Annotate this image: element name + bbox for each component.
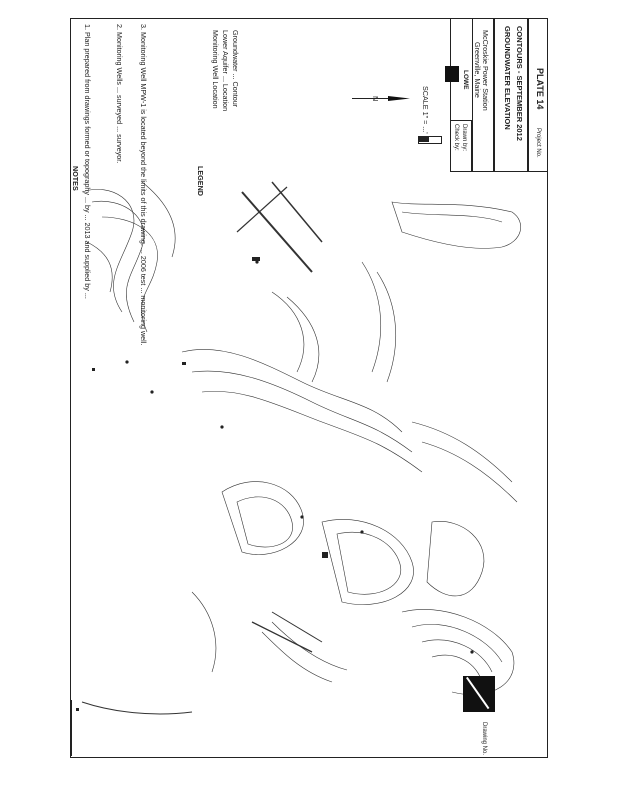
- drawn-by-label: Drawn by:: [461, 124, 467, 152]
- notes-heading: NOTES: [71, 166, 80, 191]
- north-label: N: [371, 96, 380, 102]
- scale-label: SCALE 1" = ...': [421, 86, 430, 134]
- contour-line: [192, 371, 412, 452]
- monitoring-well-marker: [220, 425, 223, 428]
- monitoring-well-marker: [470, 650, 473, 653]
- firm-name: LOWE: [462, 70, 469, 90]
- scale-bar-fill: [418, 136, 429, 142]
- contour-line: [422, 640, 492, 672]
- drawing-title-line-2: CONTOURS - SEPTEMBER 2012: [515, 26, 524, 141]
- client-location: Greenville, Maine: [473, 42, 482, 98]
- contour-line: [202, 391, 422, 472]
- contour-line: [182, 349, 402, 432]
- shoreline: [82, 702, 192, 714]
- road-line: [272, 182, 322, 242]
- client-name: McCroskie Power Station: [481, 30, 490, 111]
- road-line: [252, 622, 312, 652]
- contour-line: [362, 262, 381, 372]
- drawing-number-label: Drawing No.: [481, 722, 487, 756]
- legend-item-well: Monitoring Well Location: [211, 30, 220, 109]
- note-item-2: 2. Monitoring Wells ... surveyed ... surveyor.: [115, 24, 124, 164]
- contour-line: [337, 532, 401, 594]
- legend-heading: LEGEND: [196, 166, 205, 196]
- contour-line: [412, 422, 512, 482]
- contour-line: [237, 497, 293, 547]
- contour-line: [272, 622, 347, 670]
- monitoring-well-marker: [125, 360, 128, 363]
- checked-by-label: Check by:: [453, 124, 459, 151]
- contour-line: [192, 592, 216, 672]
- firm-logo-icon: [445, 66, 459, 82]
- legend-item-lower-aquifer: Lower Aquifer ... Location: [221, 30, 230, 112]
- building-footprint: [322, 552, 328, 558]
- contour-line: [392, 202, 521, 248]
- contour-line: [422, 442, 517, 502]
- contour-line: [322, 519, 414, 604]
- north-arrow-icon: [352, 96, 410, 101]
- building-footprint: [252, 257, 260, 261]
- contour-line: [272, 292, 304, 372]
- drawing-title-line-1: GROUNDWATER ELEVATION: [503, 26, 512, 130]
- plate-number: PLATE 14: [535, 68, 545, 110]
- monitoring-well-marker: [300, 515, 303, 518]
- contour-line: [92, 201, 144, 322]
- contour-line: [222, 482, 304, 555]
- contour-line: [412, 624, 502, 662]
- registration-mark: [76, 708, 79, 711]
- legend-item-contour: Groundwater ... Contour: [231, 30, 240, 108]
- contour-line: [402, 212, 502, 222]
- monitoring-well-marker: [360, 530, 363, 533]
- building-footprint: [182, 362, 186, 365]
- contour-line: [427, 521, 484, 596]
- registration-mark: [92, 368, 95, 371]
- road-line: [272, 612, 322, 642]
- project-number-label: Project No.: [535, 128, 541, 158]
- note-item-1: 1. Plan prepared from drawings formed or topography ... by ... 2013 and supplied by ...: [83, 24, 92, 299]
- contour-line: [102, 217, 158, 332]
- contour-line: [402, 609, 514, 694]
- monitoring-well-marker: [150, 390, 153, 393]
- contour-line: [377, 272, 396, 382]
- contour-line: [262, 632, 332, 682]
- note-item-3: 3. Monitoring Well MPW-1 is located beyond the limits of this drawing. ... 2006 test ... monitoring well.: [139, 24, 148, 346]
